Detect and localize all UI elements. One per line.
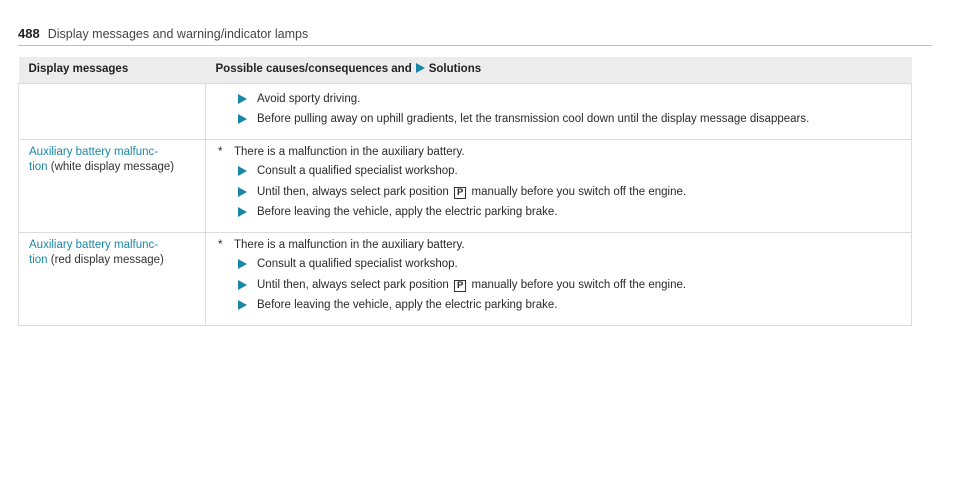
bullet-item (216, 164, 901, 180)
bullet-text-post: manually before you switch off the engine. (471, 185, 687, 198)
arrow-right-icon (238, 187, 247, 197)
col-header-causes-solutions (206, 57, 912, 83)
bullet-text (257, 278, 686, 294)
cause-item (216, 145, 901, 161)
bullet-item (216, 112, 901, 128)
solution-cell (206, 83, 912, 139)
cause-item (216, 238, 901, 254)
bullet-text: Avoid sporty driving. (257, 92, 361, 105)
col-header-solutions: Solutions (428, 63, 482, 75)
page-header (18, 26, 932, 46)
asterisk: * (218, 238, 223, 251)
message-note: (red display message) (47, 254, 164, 267)
bullet-text: Consult a qualified specialist workshop. (257, 165, 458, 178)
table-row (19, 83, 912, 139)
message-cell (19, 232, 206, 325)
arrow-right-icon (416, 63, 425, 73)
solution-cell (206, 232, 912, 325)
park-position-icon: P (454, 280, 466, 292)
table-row (19, 139, 912, 232)
arrow-right-icon (238, 94, 247, 104)
bullet-text-pre: Until then, always select park position (257, 185, 449, 198)
header-title: Display messages and warning/indicator lamps (47, 27, 309, 41)
asterisk: * (218, 145, 223, 158)
display-messages-table (18, 57, 912, 326)
park-position-icon: P (454, 187, 466, 199)
arrow-right-icon (238, 207, 247, 217)
cause-text: There is a malfunction in the auxiliary battery. (234, 145, 465, 158)
bullet-text (257, 185, 686, 201)
message-name-cont: tion (29, 254, 48, 267)
solution-cell (206, 139, 912, 232)
message-name: Auxiliary battery malfunc- (29, 238, 159, 251)
bullet-text: Before leaving the vehicle, apply the electric parking brake. (257, 206, 558, 219)
cause-text: There is a malfunction in the auxiliary battery. (234, 238, 465, 251)
bullet-item (216, 92, 901, 108)
bullet-item (216, 185, 901, 201)
bullet-text: Before leaving the vehicle, apply the electric parking brake. (257, 299, 558, 312)
page-number: 488 (18, 26, 40, 41)
col-header-causes: Possible causes/consequences and (215, 63, 412, 75)
col-header-display-messages: Display messages (19, 57, 206, 83)
table-header-row (19, 57, 912, 83)
bullet-text: Before pulling away on uphill gradients, let the transmission cool down until the display message disappears. (257, 113, 810, 126)
message-name-cont: tion (29, 161, 48, 174)
bullet-text: Consult a qualified specialist workshop. (257, 258, 458, 271)
message-name: Auxiliary battery malfunc- (29, 145, 159, 158)
arrow-right-icon (238, 114, 247, 124)
message-note: (white display message) (47, 161, 175, 174)
bullet-text-pre: Until then, always select park position (257, 278, 449, 291)
bullet-item (216, 257, 901, 273)
arrow-right-icon (238, 259, 247, 269)
bullet-item (216, 205, 901, 221)
table-row (19, 232, 912, 325)
bullet-item (216, 278, 901, 294)
bullet-item (216, 298, 901, 314)
message-cell (19, 83, 206, 139)
message-cell (19, 139, 206, 232)
arrow-right-icon (238, 300, 247, 310)
arrow-right-icon (238, 166, 247, 176)
bullet-text-post: manually before you switch off the engine. (471, 278, 687, 291)
arrow-right-icon (238, 280, 247, 290)
